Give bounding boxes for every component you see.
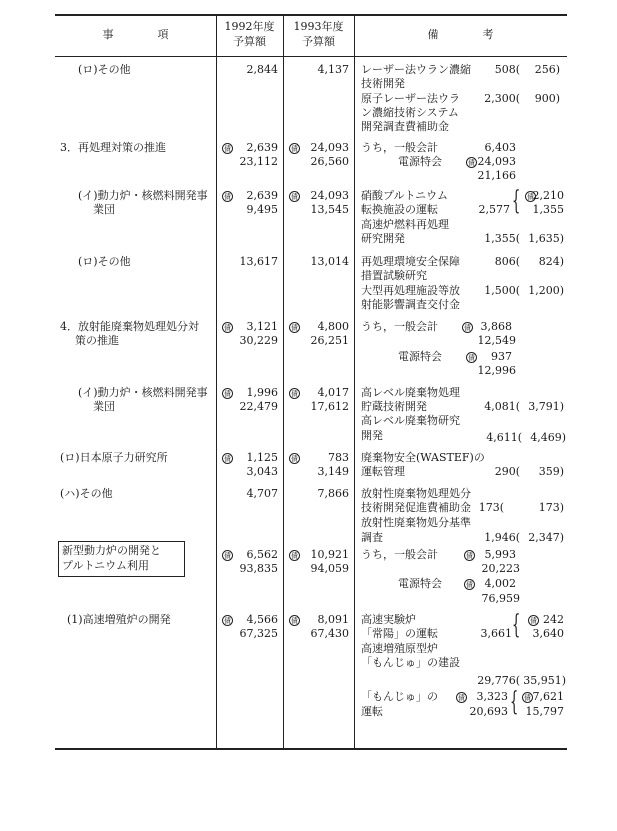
remark-text: 技術開発促進費補助金 — [361, 501, 471, 514]
bond-badge-icon: 債 — [224, 455, 231, 463]
value-1992: 2,639 — [246, 141, 278, 154]
remark-text: 研究開発 — [361, 232, 405, 245]
bond-badge-icon: 債 — [224, 617, 231, 625]
item-label: 4．放射能廃棄物処理処分対 — [60, 320, 199, 333]
remark-text: 放射性廃棄物処分基準 — [361, 516, 471, 529]
value-1993: 13,545 — [310, 203, 349, 216]
remark-prev-value: 1,635) — [528, 232, 564, 245]
remark-text: 措置試験研究 — [361, 269, 427, 282]
remark-text: 再処理環境安全保障 — [361, 255, 460, 268]
remark-value: 1,500( — [484, 284, 520, 297]
brace: { — [512, 186, 521, 216]
bond-badge-icon: 債 — [291, 193, 298, 201]
item-label: (ロ)日本原子力研究所 — [60, 451, 168, 464]
remark-value: 20,223 — [481, 562, 520, 575]
bond-badge-icon: 債 — [291, 617, 298, 625]
remark-value: 290( — [494, 465, 520, 478]
remark-text: 原子レーザー法ウラ — [361, 92, 460, 105]
value-1992: 9,495 — [246, 203, 278, 216]
remark-text: 射能影響調査交付金 — [361, 298, 460, 311]
value-1993: 13,014 — [310, 255, 349, 268]
bond-badge-icon: 債 — [468, 354, 475, 362]
bond-badge-icon: 債 — [224, 390, 231, 398]
remark-value: 3,868 — [480, 320, 512, 333]
header-1992: 1992年度 予算額 — [224, 20, 275, 48]
remark-value: 2,210 — [532, 189, 564, 202]
remark-value: 4,002 — [484, 577, 516, 590]
remark-text: 「もんじゅ」の — [361, 690, 438, 703]
remark-prev-value: 359) — [538, 465, 564, 478]
value-1993: 7,866 — [317, 487, 349, 500]
bond-badge-icon: 債 — [466, 581, 473, 589]
remark-prev-value: 4,469) — [530, 431, 566, 444]
bond-badge-icon: 債 — [224, 193, 231, 201]
remark-value: 12,549 — [477, 334, 516, 347]
bond-badge-icon: 債 — [224, 552, 231, 560]
remark-value: 21,166 — [477, 169, 516, 182]
value-1992: 13,617 — [239, 255, 278, 268]
remark-value: 6,403 — [484, 141, 516, 154]
value-1993: 26,251 — [310, 334, 349, 347]
bond-badge-icon: 債 — [468, 159, 475, 167]
remark-value: 7,621 — [532, 690, 564, 703]
brace: { — [510, 687, 519, 717]
value-1992: 67,325 — [239, 627, 278, 640]
header-1993: 1993年度 予算額 — [293, 20, 344, 48]
value-1993: 67,430 — [310, 627, 349, 640]
value-1992: 4,566 — [246, 613, 278, 626]
value-1992: 2,639 — [246, 189, 278, 202]
header-bottom-rule — [55, 56, 567, 57]
bond-badge-icon: 債 — [291, 552, 298, 560]
remark-value: 937 — [491, 350, 512, 363]
remark-value: 2,300( — [484, 92, 520, 105]
remark-text: レーザー法ウラン濃縮 — [361, 63, 471, 76]
item-label: 策の推進 — [75, 334, 119, 347]
remark-text: 硝酸プルトニウム — [361, 189, 449, 202]
remark-text: 調査 — [361, 531, 383, 544]
value-1992: 1,996 — [246, 386, 278, 399]
remark-text: 廃棄物安全(WASTEF)の — [361, 451, 485, 464]
remark-value: 173( — [478, 501, 504, 514]
remark-text: 高レベル廃棄物研究 — [361, 414, 460, 427]
remark-prev-value: 173) — [538, 501, 564, 514]
item-label: (ロ)その他 — [78, 255, 131, 268]
remark-value: 5,993 — [484, 548, 516, 561]
value-1992: 30,229 — [239, 334, 278, 347]
item-label: 業団 — [93, 400, 115, 413]
remark-value: 806( — [494, 255, 520, 268]
bond-badge-icon: 債 — [224, 324, 231, 332]
value-1992: 3,121 — [246, 320, 278, 333]
bond-badge-icon: 債 — [291, 455, 298, 463]
bond-badge-icon: 債 — [291, 145, 298, 153]
value-1993: 24,093 — [310, 189, 349, 202]
remark-value: 15,797 — [525, 705, 564, 718]
remark-value: 76,959 — [481, 592, 520, 605]
remark-value: 3,661 — [480, 627, 512, 640]
value-1993: 4,017 — [317, 386, 349, 399]
remark-value: 2,577 — [478, 203, 510, 216]
value-1993: 8,091 — [317, 613, 349, 626]
item-label: (ハ)その他 — [60, 487, 113, 500]
remark-text: うち，一般会計 — [361, 548, 438, 561]
bond-badge-icon: 債 — [527, 193, 534, 201]
bond-badge-icon: 債 — [291, 390, 298, 398]
table-bottom-rule — [55, 748, 567, 750]
remark-prev-value: 900) — [534, 92, 560, 105]
section-heading: プルトニウム利用 — [62, 559, 150, 572]
item-label: (イ)動力炉・核燃料開発事 — [78, 189, 208, 202]
table-top-rule — [55, 14, 567, 16]
remark-text: 転換施設の運転 — [361, 203, 438, 216]
remark-text: 電源特会 — [398, 577, 442, 590]
remark-prev-value: 824) — [538, 255, 564, 268]
remark-text: うち，一般会計 — [361, 320, 438, 333]
value-1993: 4,137 — [317, 63, 349, 76]
header-item: 事 項 — [102, 28, 169, 41]
remark-text: 運転 — [361, 705, 383, 718]
bond-badge-icon: 債 — [530, 617, 537, 625]
remark-text: 技術開発 — [361, 77, 405, 90]
remark-value: 3,640 — [532, 627, 564, 640]
section-heading: 新型動力炉の開発と — [62, 544, 161, 557]
value-1992: 93,835 — [239, 562, 278, 575]
value-1993: 4,800 — [317, 320, 349, 333]
value-1993: 10,921 — [310, 548, 349, 561]
value-1993: 24,093 — [310, 141, 349, 154]
item-label: (1)高速増殖炉の開発 — [67, 613, 171, 626]
value-1992: 2,844 — [246, 63, 278, 76]
remark-text: 電源特会 — [398, 350, 442, 363]
value-1993: 17,612 — [310, 400, 349, 413]
remark-prev-value: 1,200) — [528, 284, 564, 297]
remark-value: 29,776( — [477, 674, 520, 687]
remark-value: 12,996 — [477, 364, 516, 377]
bond-badge-icon: 債 — [291, 324, 298, 332]
remark-text: 高速増殖原型炉 — [361, 642, 438, 655]
value-1993: 94,059 — [310, 562, 349, 575]
value-1993: 3,149 — [317, 465, 349, 478]
remark-prev-value: 3,791) — [528, 400, 564, 413]
remark-text: 放射性廃棄物処理処分 — [361, 487, 471, 500]
bond-badge-icon: 債 — [224, 145, 231, 153]
remark-text: 高速炉燃料再処理 — [361, 218, 449, 231]
remark-value: 1,355 — [532, 203, 564, 216]
remark-text: 「常陽」の運転 — [361, 627, 438, 640]
remark-value: 1,355( — [484, 232, 520, 245]
remark-text: うち，一般会計 — [361, 141, 438, 154]
remark-value: 4,611( — [486, 431, 522, 444]
col-divider-3 — [354, 14, 355, 750]
bond-badge-icon: 債 — [458, 694, 465, 702]
remark-text: 大型再処理施設等放 — [361, 284, 460, 297]
bond-badge-icon: 債 — [464, 324, 471, 332]
remark-value: 508( — [494, 63, 520, 76]
value-1992: 6,562 — [246, 548, 278, 561]
value-1993: 26,560 — [310, 155, 349, 168]
remark-value: 24,093 — [477, 155, 516, 168]
remark-value: 4,081( — [484, 400, 520, 413]
remark-text: 開発 — [361, 429, 383, 442]
header-remarks: 備 考 — [427, 28, 494, 41]
value-1992: 3,043 — [246, 465, 278, 478]
item-label: (ロ)その他 — [78, 63, 131, 76]
remark-text: 運転管理 — [361, 465, 405, 478]
item-label: 3．再処理対策の推進 — [60, 141, 166, 154]
value-1992: 22,479 — [239, 400, 278, 413]
remark-prev-value: 256) — [534, 63, 560, 76]
bond-badge-icon: 債 — [466, 552, 473, 560]
remark-prev-value: 2,347) — [528, 531, 564, 544]
value-1992: 4,707 — [246, 487, 278, 500]
remark-prev-value: 35,951) — [523, 674, 566, 687]
value-1992: 1,125 — [246, 451, 278, 464]
remark-text: 電源特会 — [398, 155, 442, 168]
bond-badge-icon: 債 — [524, 694, 531, 702]
remark-value: 1,946( — [484, 531, 520, 544]
remark-text: 貯蔵技術開発 — [361, 400, 427, 413]
remark-text: ン濃縮技術システム — [361, 106, 459, 119]
remark-text: 開発調査費補助金 — [361, 120, 449, 133]
remark-value: 20,693 — [469, 705, 508, 718]
item-label: (イ)動力炉・核燃料開発事 — [78, 386, 208, 399]
remark-text: 高レベル廃棄物処理 — [361, 386, 460, 399]
remark-text: 高速実験炉 — [361, 613, 416, 626]
remark-text: 「もんじゅ」の建設 — [361, 656, 460, 669]
value-1992: 23,112 — [239, 155, 278, 168]
item-label: 業団 — [93, 203, 115, 216]
remark-value: 242 — [543, 613, 564, 626]
value-1993: 783 — [328, 451, 349, 464]
remark-value: 3,323 — [476, 690, 508, 703]
brace: { — [512, 610, 521, 640]
